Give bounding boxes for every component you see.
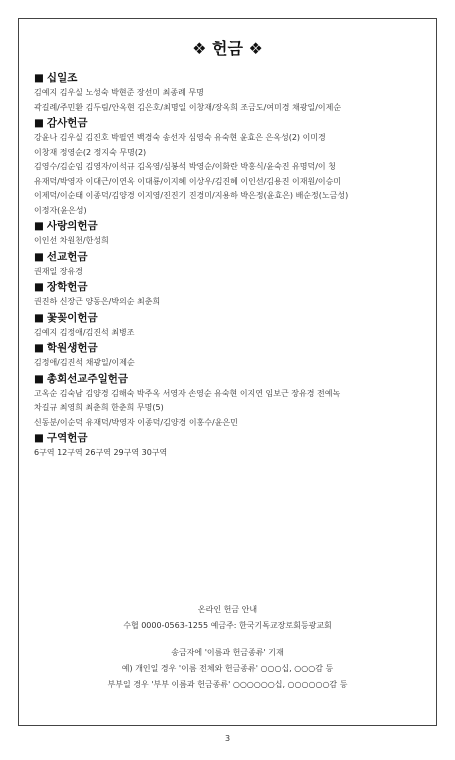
- offering-list: [34, 70, 426, 461]
- section-thanksgiving: [34, 115, 426, 218]
- section-district: [34, 430, 426, 461]
- square-bullet-icon: ■: [34, 342, 44, 354]
- section-heading: ■ 십일조: [34, 72, 78, 84]
- bank-account: 수협 0000-0563-1255 예금주: 한국기독교장로회등광교회: [123, 621, 332, 630]
- donor-line: 6구역 12구역 26구역 29구역 30구역: [34, 448, 168, 457]
- donor-line: 신동분/이순덕 유재덕/박영자 이종덕/김양경 이홍수/윤은민: [34, 417, 238, 427]
- donor-line: 권재일 장유경: [34, 266, 83, 276]
- transfer-note: 송금자에 '이름과 헌금종류' 기재: [171, 648, 284, 657]
- donor-line: 강윤나 김우실 김진호 박필연 백경숙 송선자 심영숙 유숙현 윤효은 은옥성(2) 이미경: [34, 133, 326, 142]
- example-couple: 부부일 경우 '부부 이름과 헌금종류' ○○○○○○십, ○○○○○○감 등: [107, 680, 348, 689]
- square-bullet-icon: ■: [34, 311, 44, 324]
- section-flowers: [34, 310, 426, 341]
- square-bullet-icon: ■: [34, 432, 44, 444]
- section-mission: [34, 249, 426, 280]
- online-info-heading: 온라인 헌금 안내: [197, 605, 258, 614]
- section-heading: ■ 장학헌금: [34, 281, 88, 293]
- donor-line: 고옥순 김숙남 김양경 김해숙 박주옥 서영자 손영순 유숙현 이지연 임보근 장유경 전예녹: [34, 388, 341, 398]
- donor-line: 유재덕/박영자 이대근/이연옥 이대룡/이지혜 이상우/김진혜 이인선/김용진 이재원/이승미: [34, 176, 342, 186]
- section-heading: ■ 꽃꽂이헌금: [34, 311, 98, 324]
- square-bullet-icon: ■: [34, 220, 44, 232]
- section-scholarship: [34, 279, 426, 310]
- donor-line: 김영수/김순임 김영자/이석규 김옥영/심봉석 박영순/이화란 박홍식/윤숙진 유명덕/이 청: [34, 162, 336, 171]
- section-tithe: [34, 70, 426, 115]
- section-heading: ■ 사랑의헌금: [34, 220, 98, 232]
- online-offering-info: [18, 602, 437, 693]
- square-bullet-icon: ■: [34, 72, 44, 84]
- section-heading: ■ 감사헌금: [34, 117, 88, 129]
- donor-line: 김정애/김진석 채광일/이제순: [34, 358, 135, 367]
- section-heading: ■ 구역헌금: [34, 432, 88, 444]
- page-number: 3: [224, 734, 231, 743]
- donor-line: 권진하 신장근 양동은/박의순 최춘희: [34, 297, 161, 306]
- section-love: [34, 218, 426, 249]
- section-heading: ■ 총회선교주일헌금: [34, 372, 129, 385]
- section-heading: ■ 선교헌금: [34, 250, 88, 263]
- square-bullet-icon: ■: [34, 250, 44, 263]
- square-bullet-icon: ■: [34, 117, 44, 129]
- donor-line: 이정자(윤은성): [34, 205, 87, 215]
- page-title: ❖ 헌금 ❖: [192, 39, 263, 58]
- donor-line: 이제덕/이순태 이종덕/김양경 이지영/진진기 진경미/지용하 박은정(윤효은) 배순정(노금성): [34, 191, 349, 200]
- donor-line: 김예지 김정애/김진석 최병조: [34, 327, 135, 337]
- donor-line: 이창재 정영순(2 정지숙 무명(2): [34, 147, 147, 157]
- donor-line: 김예지 김우실 노성숙 박현준 장선미 최종례 무명: [34, 88, 204, 97]
- square-bullet-icon: ■: [34, 281, 44, 293]
- section-assembly-mission: [34, 371, 426, 431]
- section-students: [34, 340, 426, 371]
- section-heading: ■ 학원생헌금: [34, 342, 98, 354]
- example-individual: 예) 개인일 경우 '이름 전체와 헌금종류' ○○○십, ○○○감 등: [121, 664, 334, 673]
- donor-line: 곽길례/주민환 김두림/안옥현 김은호/최명일 이창재/장옥희 조금도/여미경 채광일/이제순: [34, 102, 342, 112]
- donor-line: 차길규 최영희 최춘희 한춘희 무명(5): [34, 403, 164, 412]
- donor-line: 이인선 차원천/한성희: [34, 236, 109, 245]
- square-bullet-icon: ■: [34, 372, 44, 385]
